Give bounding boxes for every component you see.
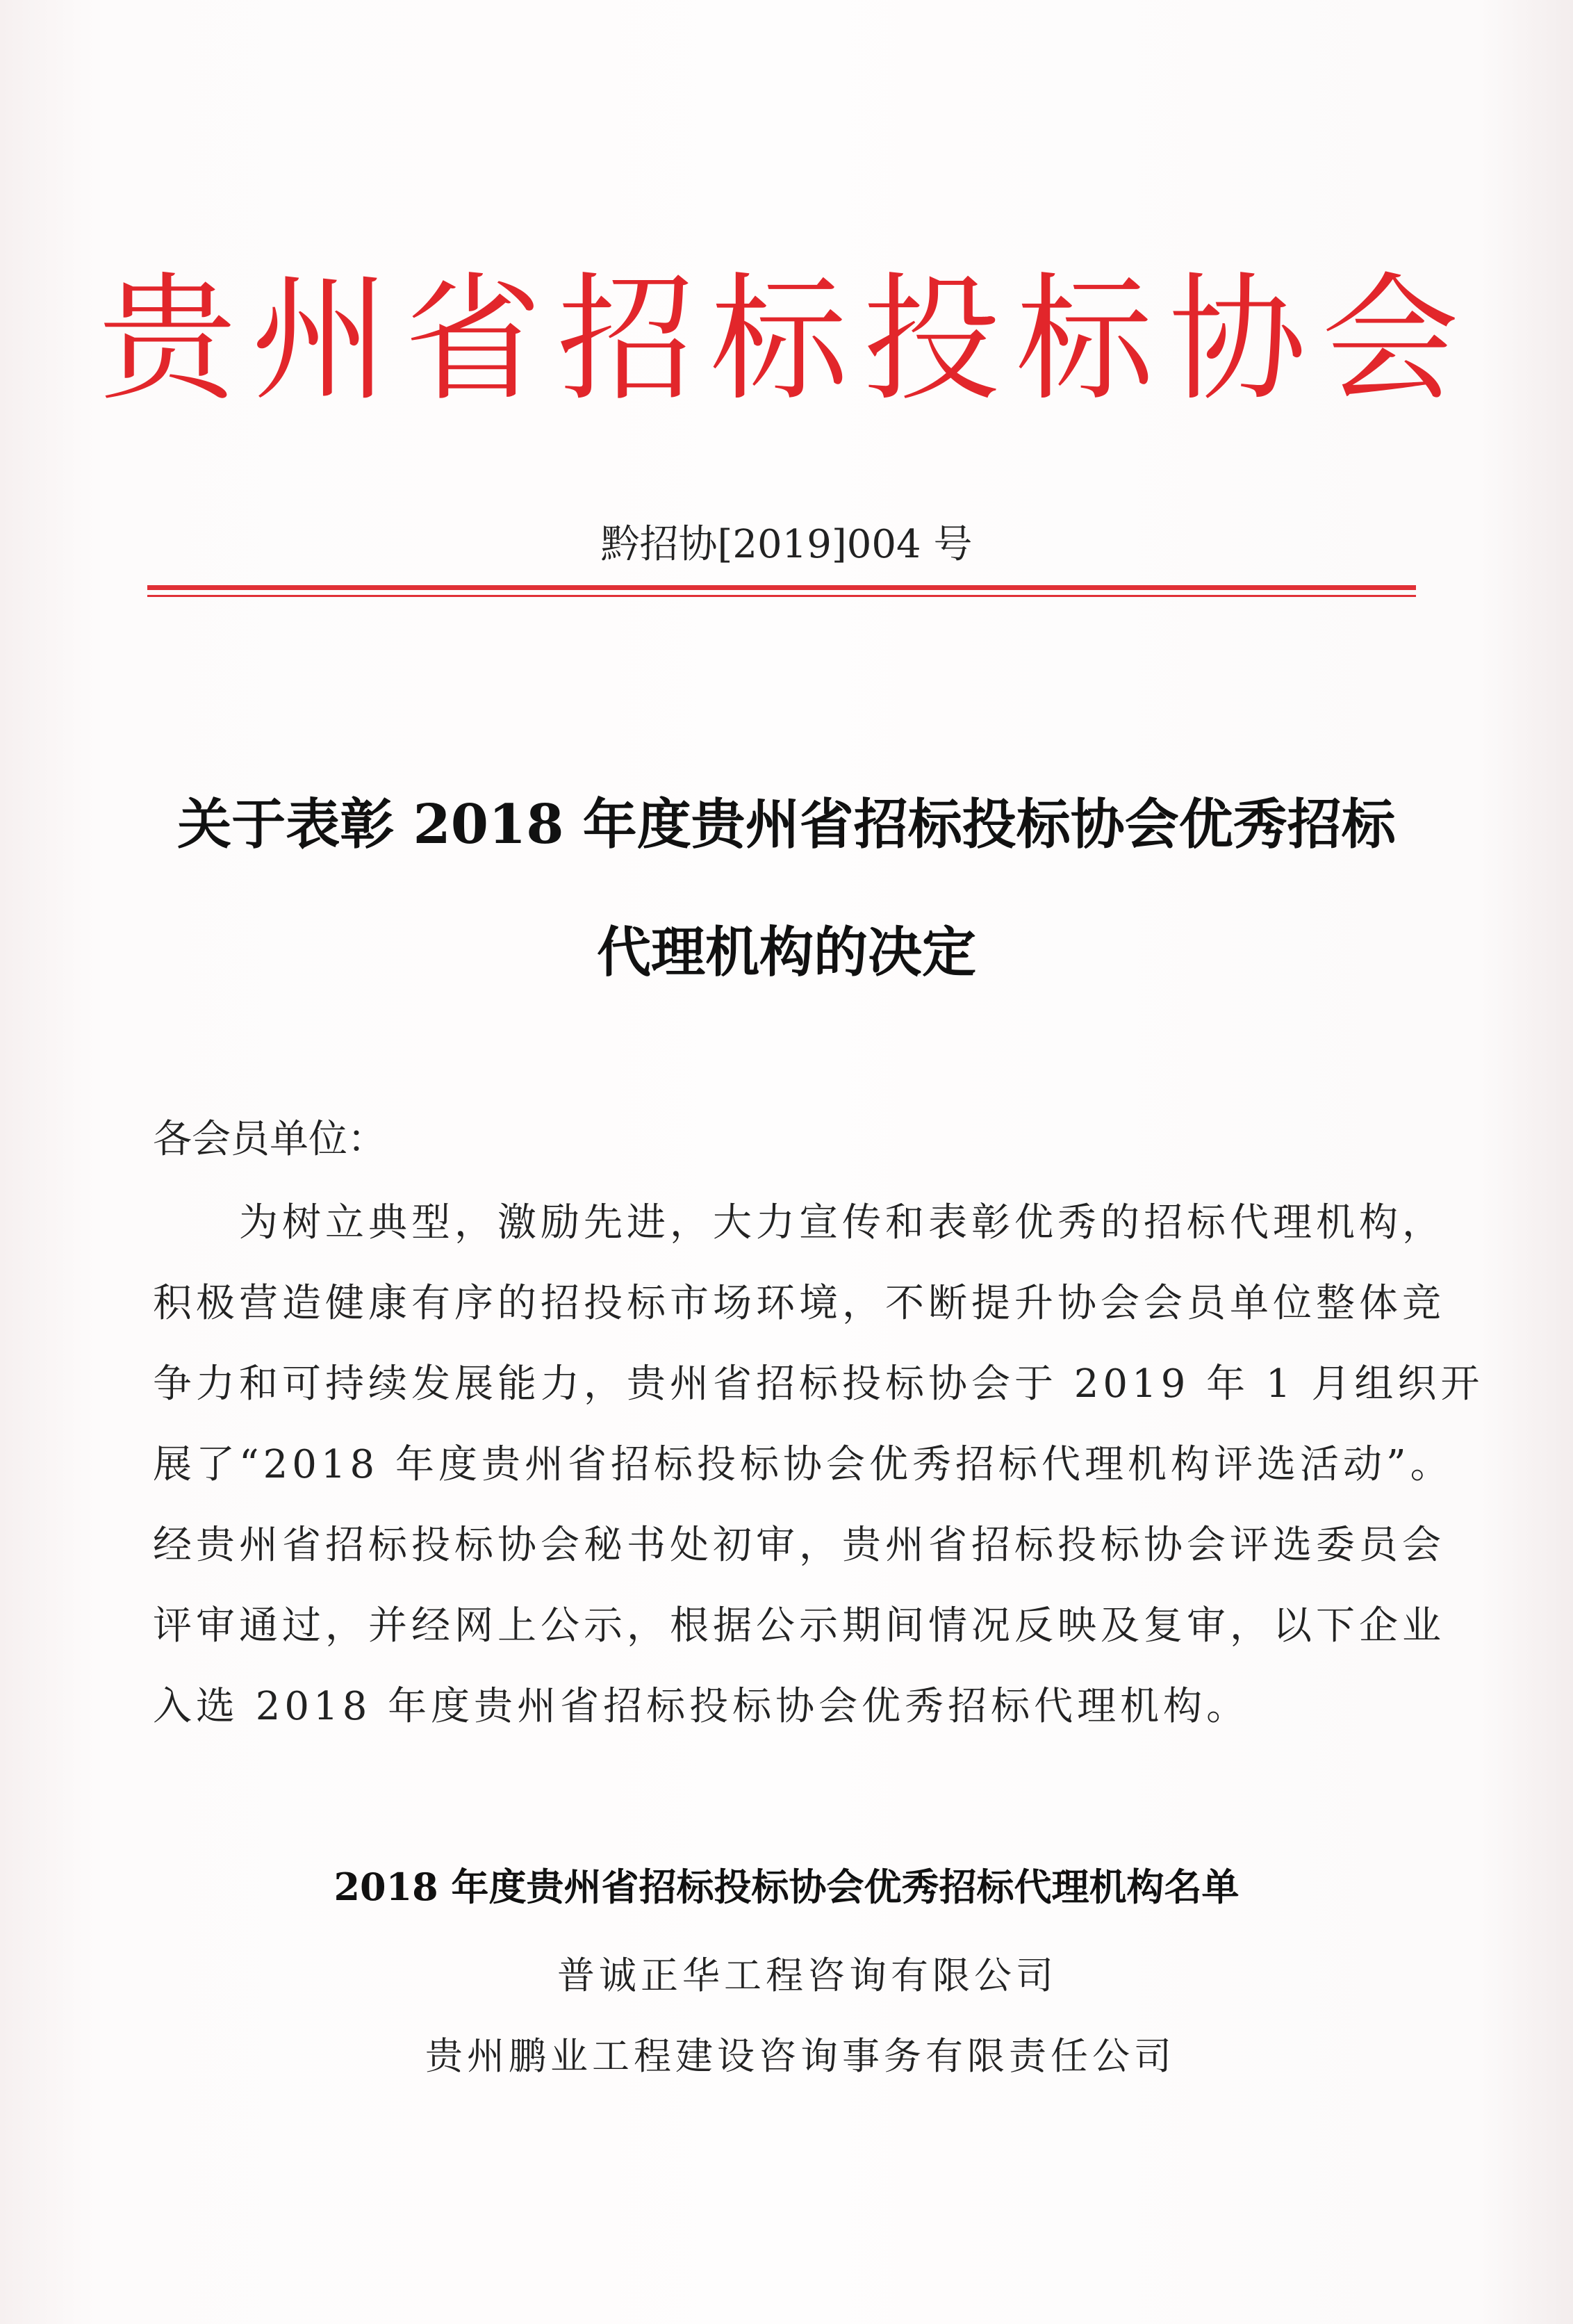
company-list-item: 贵州鹏业工程建设咨询事务有限责任公司 xyxy=(425,2034,1176,2078)
salutation: 各会员单位： xyxy=(153,1117,386,1162)
company-list-item: 普诚正华工程咨询有限公司 xyxy=(557,1954,1057,1997)
letterhead-organization: 贵州省招标投标协会 xyxy=(99,259,1474,420)
list-heading: 2018 年度贵州省招标投标协会优秀招标代理机构名单 xyxy=(333,1865,1240,1909)
body-paragraph-line: 入选 2018 年度贵州省招标投标协会优秀招标代理机构。 xyxy=(153,1684,1250,1729)
body-paragraph-line: 展了“2018 年度贵州省招标投标协会优秀招标代理机构评选活动”。 xyxy=(153,1442,1453,1487)
letterhead-red-rule-thick xyxy=(147,585,1416,590)
document-title-line-1: 关于表彰 2018 年度贵州省招标投标协会优秀招标 xyxy=(177,793,1396,856)
body-paragraph-line: 积极营造健康有序的招投标市场环境，不断提升协会会员单位整体竞 xyxy=(153,1281,1445,1326)
letterhead-red-rule-thin xyxy=(147,595,1416,597)
body-paragraph-line: 经贵州省招标投标协会秘书处初审，贵州省招标投标协会评选委员会 xyxy=(153,1523,1445,1568)
document-title-line-2: 代理机构的决定 xyxy=(596,921,976,984)
body-paragraph-line: 为树立典型，激励先进，大力宣传和表彰优秀的招标代理机构， xyxy=(153,1200,1445,1245)
body-paragraph-line: 评审通过，并经网上公示，根据公示期间情况反映及复审，以下企业 xyxy=(153,1603,1445,1648)
body-paragraph-line: 争力和可持续发展能力，贵州省招标投标协会于 2019 年 1 月组织开 xyxy=(153,1361,1484,1407)
document-number: 黔招协[2019]004 号 xyxy=(600,522,973,567)
